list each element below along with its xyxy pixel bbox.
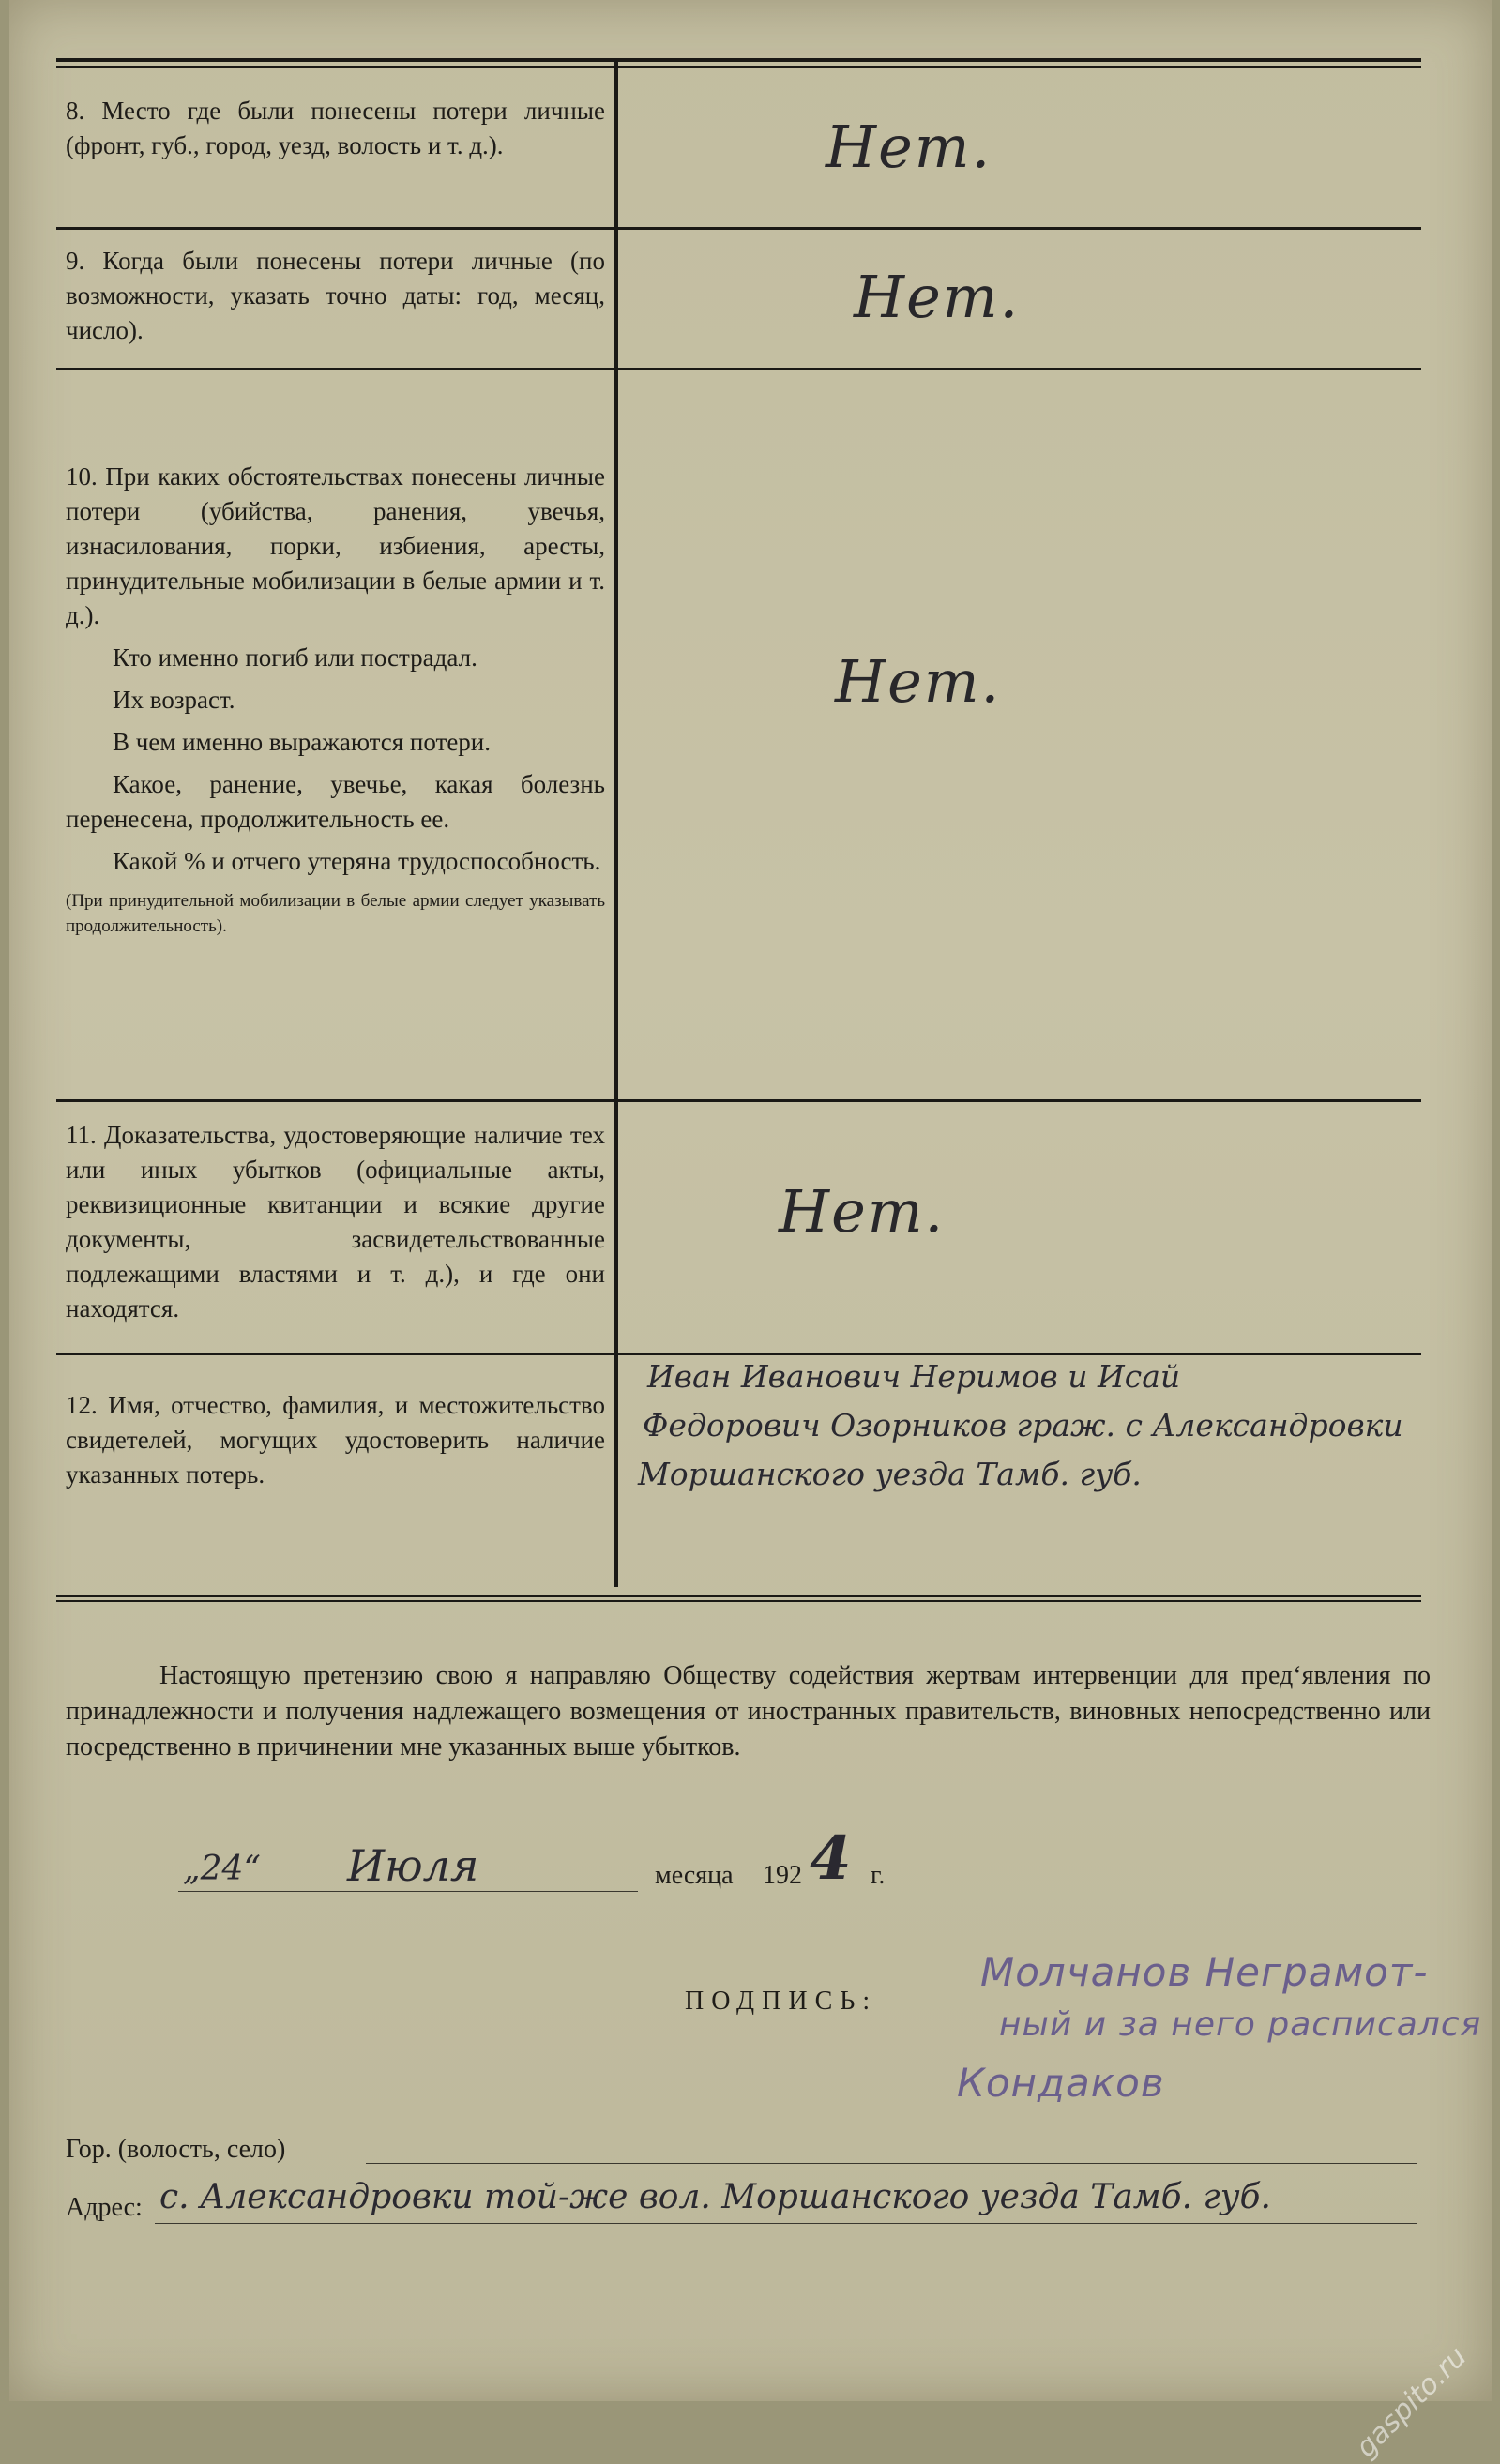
date-year-suffix: г. xyxy=(871,1861,886,1890)
question-12-text: 12. Имя, отчество, фамилия, и местожительство свидетелей, могущих удостоверить наличие указанных потерь. xyxy=(66,1391,605,1489)
declaration xyxy=(66,1658,1431,1765)
row-rule-9 xyxy=(56,368,1421,370)
question-9-text: 9. Когда были понесены потери личные (по возможности, указать точно даты: год, месяц, число). xyxy=(66,247,605,344)
date-year-hand: 4 xyxy=(810,1823,852,1894)
answer-12-line3: Моршанского уезда Тамб. губ. xyxy=(638,1456,1142,1492)
question-10-text: 10. При каких обстоятельствах понесены личные потери (убийства, ранения, увечья, изнасилования, порки, избиения, аресты, принудительные мобилизации в белые армии и т. д.). xyxy=(66,462,605,629)
answer-11: Нет. xyxy=(779,1177,946,1246)
question-10-percent: Какой % и отчего утеряна трудоспособность. xyxy=(113,847,601,875)
answer-9: Нет. xyxy=(854,263,1021,331)
question-11 xyxy=(66,1118,605,1326)
address-value: с. Александровки той-же вол. Моршанского уезда Тамб. губ. xyxy=(159,2178,1271,2216)
question-9 xyxy=(66,244,605,348)
address-label: Адрес: xyxy=(66,2193,143,2222)
row-rule-11 xyxy=(56,1353,1421,1355)
signature-stamp-line1: Молчанов Неграмот- xyxy=(980,1949,1429,1995)
bottom-rule-a xyxy=(56,1595,1421,1597)
question-8 xyxy=(66,94,605,163)
bottom-rule-b xyxy=(56,1600,1421,1602)
address-underline xyxy=(155,2223,1417,2224)
document-page xyxy=(9,0,1492,2464)
top-double-rule xyxy=(56,58,1421,62)
date-day: „24“ xyxy=(183,1850,261,1888)
declaration-text: Настоящую претензию свою я направляю Обществу содействия жертвам интервенции для пред‘явления по принадлежности и получения надлежащего возмещения от иностранных правительств, виновных непосредственно или посредственно в причинении мне указанных выше убытков. xyxy=(66,1661,1431,1761)
answer-10: Нет. xyxy=(835,647,1002,716)
question-10-what: В чем именно выражаются потери. xyxy=(113,728,492,756)
question-10-age: Их возраст. xyxy=(113,686,235,714)
answer-12-line1: Иван Иванович Неримов и Исай xyxy=(647,1358,1181,1395)
question-10 xyxy=(66,460,605,939)
city-label: Гор. (волость, село) xyxy=(66,2135,286,2164)
signature-stamp-line3: Кондаков xyxy=(957,2060,1165,2106)
row-rule-8 xyxy=(56,227,1421,230)
signature-stamp-line2: ный и за него расписался xyxy=(999,2005,1482,2044)
question-11-text: 11. Доказательства, удостоверяющие наличие тех или иных убытков (официальные акты, реквизиционные квитанции и всякие другие документы, засвидетельствованные подлежащими властями и т. д.), и где они находятся. xyxy=(66,1121,605,1323)
question-10-injury: Какое, ранение, увечье, какая болезнь перенесена, продолжительность ее. xyxy=(66,770,605,833)
watermark: gaspito.ru xyxy=(1349,2340,1473,2464)
city-underline xyxy=(366,2163,1417,2164)
column-divider xyxy=(614,58,618,1587)
signature-label: ПОДПИСЬ: xyxy=(685,1987,878,2016)
question-10-who: Кто именно погиб или пострадал. xyxy=(113,643,477,672)
date-month-label: месяца xyxy=(655,1861,734,1890)
month-underline xyxy=(178,1891,638,1892)
top-rule-thin xyxy=(56,66,1421,68)
date-month: Июля xyxy=(347,1840,479,1891)
question-10-note: (При принудительной мобилизации в белые армии следует указывать продолжительность). xyxy=(66,891,605,936)
answer-8: Нет. xyxy=(826,113,992,181)
date-year-printed: 192 xyxy=(763,1861,802,1890)
answer-12-line2: Федорович Озорников граж. с Александровки xyxy=(643,1407,1403,1444)
question-12 xyxy=(66,1388,605,1492)
question-8-text: 8. Место где были понесены потери личные (фронт, губ., город, уезд, волость и т. д.). xyxy=(66,97,605,159)
row-rule-10 xyxy=(56,1099,1421,1102)
